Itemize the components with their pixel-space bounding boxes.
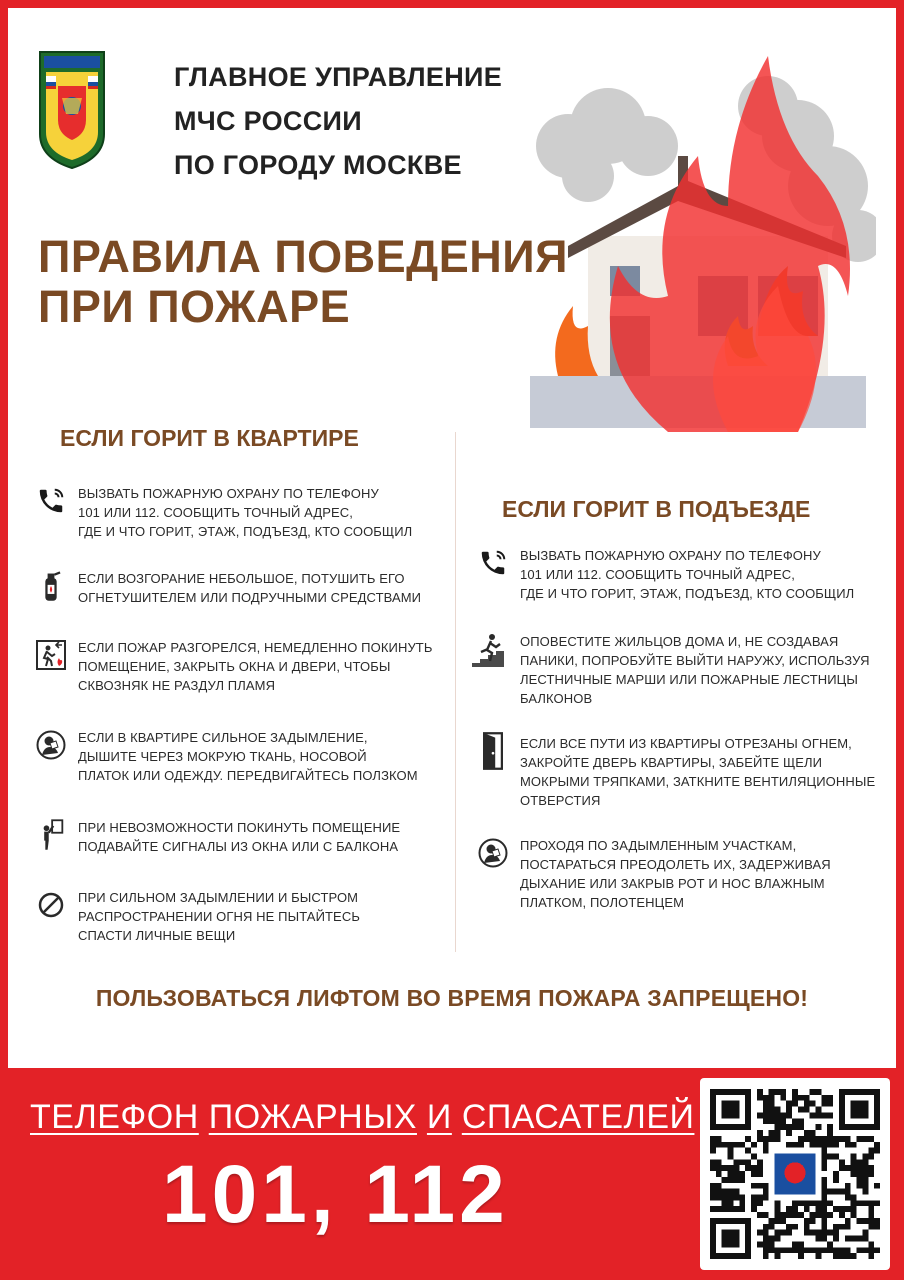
item-text-line: ОТВЕРСТИЯ: [520, 793, 601, 808]
entrance-item-2: [466, 632, 870, 708]
apartment-item-6: [34, 888, 360, 945]
org-line-1: ГЛАВНОЕ УПРАВЛЕНИЕ: [174, 62, 503, 92]
item-text-line: ПРИ НЕВОЗМОЖНОСТИ ПОКИНУТЬ ПОМЕЩЕНИЕ: [78, 820, 401, 835]
item-text-line: ЗАКРОЙТЕ ДВЕРЬ КВАРТИРЫ, ЗАБЕЙТЕ ЩЕЛИ: [520, 755, 823, 770]
item-text-line: ПЛАТОК ИЛИ ОДЕЖДУ. ПЕРЕДВИГАЙТЕСЬ ПОЛЗКОМ: [78, 768, 418, 783]
item-text-line: ПРИ СИЛЬНОМ ЗАДЫМЛЕНИИ И БЫСТРОМ: [78, 890, 359, 905]
org-line-2: МЧС РОССИИ: [174, 106, 362, 136]
page-title: [38, 232, 568, 332]
window-signal-icon: [34, 818, 68, 852]
item-text-line: ЕСЛИ ВСЕ ПУТИ ИЗ КВАРТИРЫ ОТРЕЗАНЫ ОГНЕМ,: [520, 736, 852, 751]
item-text-line: РАСПРОСТРАНЕНИИ ОГНЯ НЕ ПЫТАЙТЕСЬ: [78, 909, 360, 924]
apartment-item-1: [34, 484, 412, 541]
title-line-2: ПРИ ПОЖАРЕ: [38, 281, 351, 332]
item-text-line: ДЫХАНИЕ ИЛИ ЗАКРЫВ РОТ И НОС ВЛАЖНЫМ: [520, 876, 825, 891]
entrance-item-3: [476, 734, 875, 810]
apartment-item-4: [34, 728, 418, 785]
qr-code[interactable]: [700, 1078, 890, 1270]
elevator-warning: ПОЛЬЗОВАТЬСЯ ЛИФТОМ ВО ВРЕМЯ ПОЖАРА ЗАПРЕЩЕНО!: [95, 985, 809, 1011]
item-text-line: ПАНИКИ, ПОПРОБУЙТЕ ВЫЙТИ НАРУЖУ, ИСПОЛЬЗУЯ: [520, 653, 870, 668]
emergency-exit-icon: [34, 638, 68, 672]
title-line-1: ПРАВИЛА ПОВЕДЕНИЯ: [38, 231, 568, 282]
organization-name: [174, 55, 502, 187]
apartment-item-3: [34, 638, 432, 695]
item-text-line: ЛЕСТНИЧНЫЕ МАРШИ ИЛИ ПОЖАРНЫЕ ЛЕСТНИЦЫ: [520, 672, 858, 687]
apartment-item-2: [34, 569, 421, 607]
item-text-line: ЕСЛИ ВОЗГОРАНИЕ НЕБОЛЬШОЕ, ПОТУШИТЬ ЕГО: [78, 571, 405, 586]
wet-cloth-breathing-icon: [34, 728, 68, 762]
door-icon: [476, 734, 510, 768]
entrance-item-4: [476, 836, 831, 912]
section-title-entrance: ЕСЛИ ГОРИТ В ПОДЪЕЗДЕ: [502, 496, 811, 522]
entrance-item-1: [476, 546, 854, 603]
item-text-line: ПРОХОДЯ ПО ЗАДЫМЛЕННЫМ УЧАСТКАМ,: [520, 838, 797, 853]
item-text-line: ГДЕ И ЧТО ГОРИТ, ЭТАЖ, ПОДЪЕЗД, КТО СООБЩИЛ: [78, 524, 413, 539]
phone-label: [30, 1098, 694, 1137]
item-text-line: СКВОЗНЯК НЕ РАЗДУЛ ПЛАМЯ: [78, 678, 276, 693]
section-title-apartment: ЕСЛИ ГОРИТ В КВАРТИРЕ: [60, 425, 359, 451]
phone-icon: [476, 546, 510, 580]
phone-label-word: ПОЖАРНЫХ: [208, 1098, 417, 1136]
fire-extinguisher-icon: [34, 569, 68, 603]
item-text-line: ПЛАТКОМ, ПОЛОТЕНЦЕМ: [520, 895, 685, 910]
burning-house-illustration: [528, 36, 876, 432]
item-text-line: ПОДАВАЙТЕ СИГНАЛЫ ИЗ ОКНА ИЛИ С БАЛКОНА: [78, 839, 399, 854]
item-text-line: ДЫШИТЕ ЧЕРЕЗ МОКРУЮ ТКАНЬ, НОСОВОЙ: [78, 749, 367, 764]
qr-code-graphic: [710, 1088, 880, 1260]
prohibited-icon: [34, 888, 68, 922]
wet-cloth-breathing-icon: [476, 836, 510, 870]
item-text-line: ГДЕ И ЧТО ГОРИТ, ЭТАЖ, ПОДЪЕЗД, КТО СООБЩИЛ: [520, 586, 855, 601]
phone-label-word: ТЕЛЕФОН: [30, 1098, 199, 1136]
column-divider: [455, 432, 456, 952]
item-text-line: 101 ИЛИ 112. СООБЩИТЬ ТОЧНЫЙ АДРЕС,: [78, 505, 354, 520]
org-line-3: ПО ГОРОДУ МОСКВЕ: [174, 150, 462, 180]
item-text-line: ВЫЗВАТЬ ПОЖАРНУЮ ОХРАНУ ПО ТЕЛЕФОНУ: [520, 548, 821, 563]
phone-label-word: И: [426, 1098, 452, 1136]
item-text-line: ЕСЛИ ПОЖАР РАЗГОРЕЛСЯ, НЕМЕДЛЕННО ПОКИНУТЬ: [78, 640, 433, 655]
item-text-line: ВЫЗВАТЬ ПОЖАРНУЮ ОХРАНУ ПО ТЕЛЕФОНУ: [78, 486, 379, 501]
item-text-line: 101 ИЛИ 112. СООБЩИТЬ ТОЧНЫЙ АДРЕС,: [520, 567, 796, 582]
item-text-line: ПОМЕЩЕНИЕ, ЗАКРЫТЬ ОКНА И ДВЕРИ, ЧТОБЫ: [78, 659, 391, 674]
phone-label-word: СПАСАТЕЛЕЙ: [461, 1098, 695, 1136]
item-text-line: СПАСТИ ЛИЧНЫЕ ВЕЩИ: [78, 928, 236, 943]
item-text-line: МОКРЫМИ ТРЯПКАМИ, ЗАТКНИТЕ ВЕНТИЛЯЦИОННЫЕ: [520, 774, 876, 789]
item-text-line: ЕСЛИ В КВАРТИРЕ СИЛЬНОЕ ЗАДЫМЛЕНИЕ,: [78, 730, 368, 745]
phone-icon: [34, 484, 68, 518]
mchs-emblem-logo: [38, 42, 106, 170]
stairs-exit-icon: [466, 632, 510, 666]
item-text-line: ОПОВЕСТИТЕ ЖИЛЬЦОВ ДОМА И, НЕ СОЗДАВАЯ: [520, 634, 839, 649]
apartment-item-5: [34, 818, 400, 856]
item-text-line: БАЛКОНОВ: [520, 691, 593, 706]
item-text-line: ПОСТАРАТЬСЯ ПРЕОДОЛЕТЬ ИХ, ЗАДЕРЖИВАЯ: [520, 857, 831, 872]
emergency-numbers: 101, 112: [162, 1149, 509, 1240]
item-text-line: ОГНЕТУШИТЕЛЕМ ИЛИ ПОДРУЧНЫМИ СРЕДСТВАМИ: [78, 590, 422, 605]
